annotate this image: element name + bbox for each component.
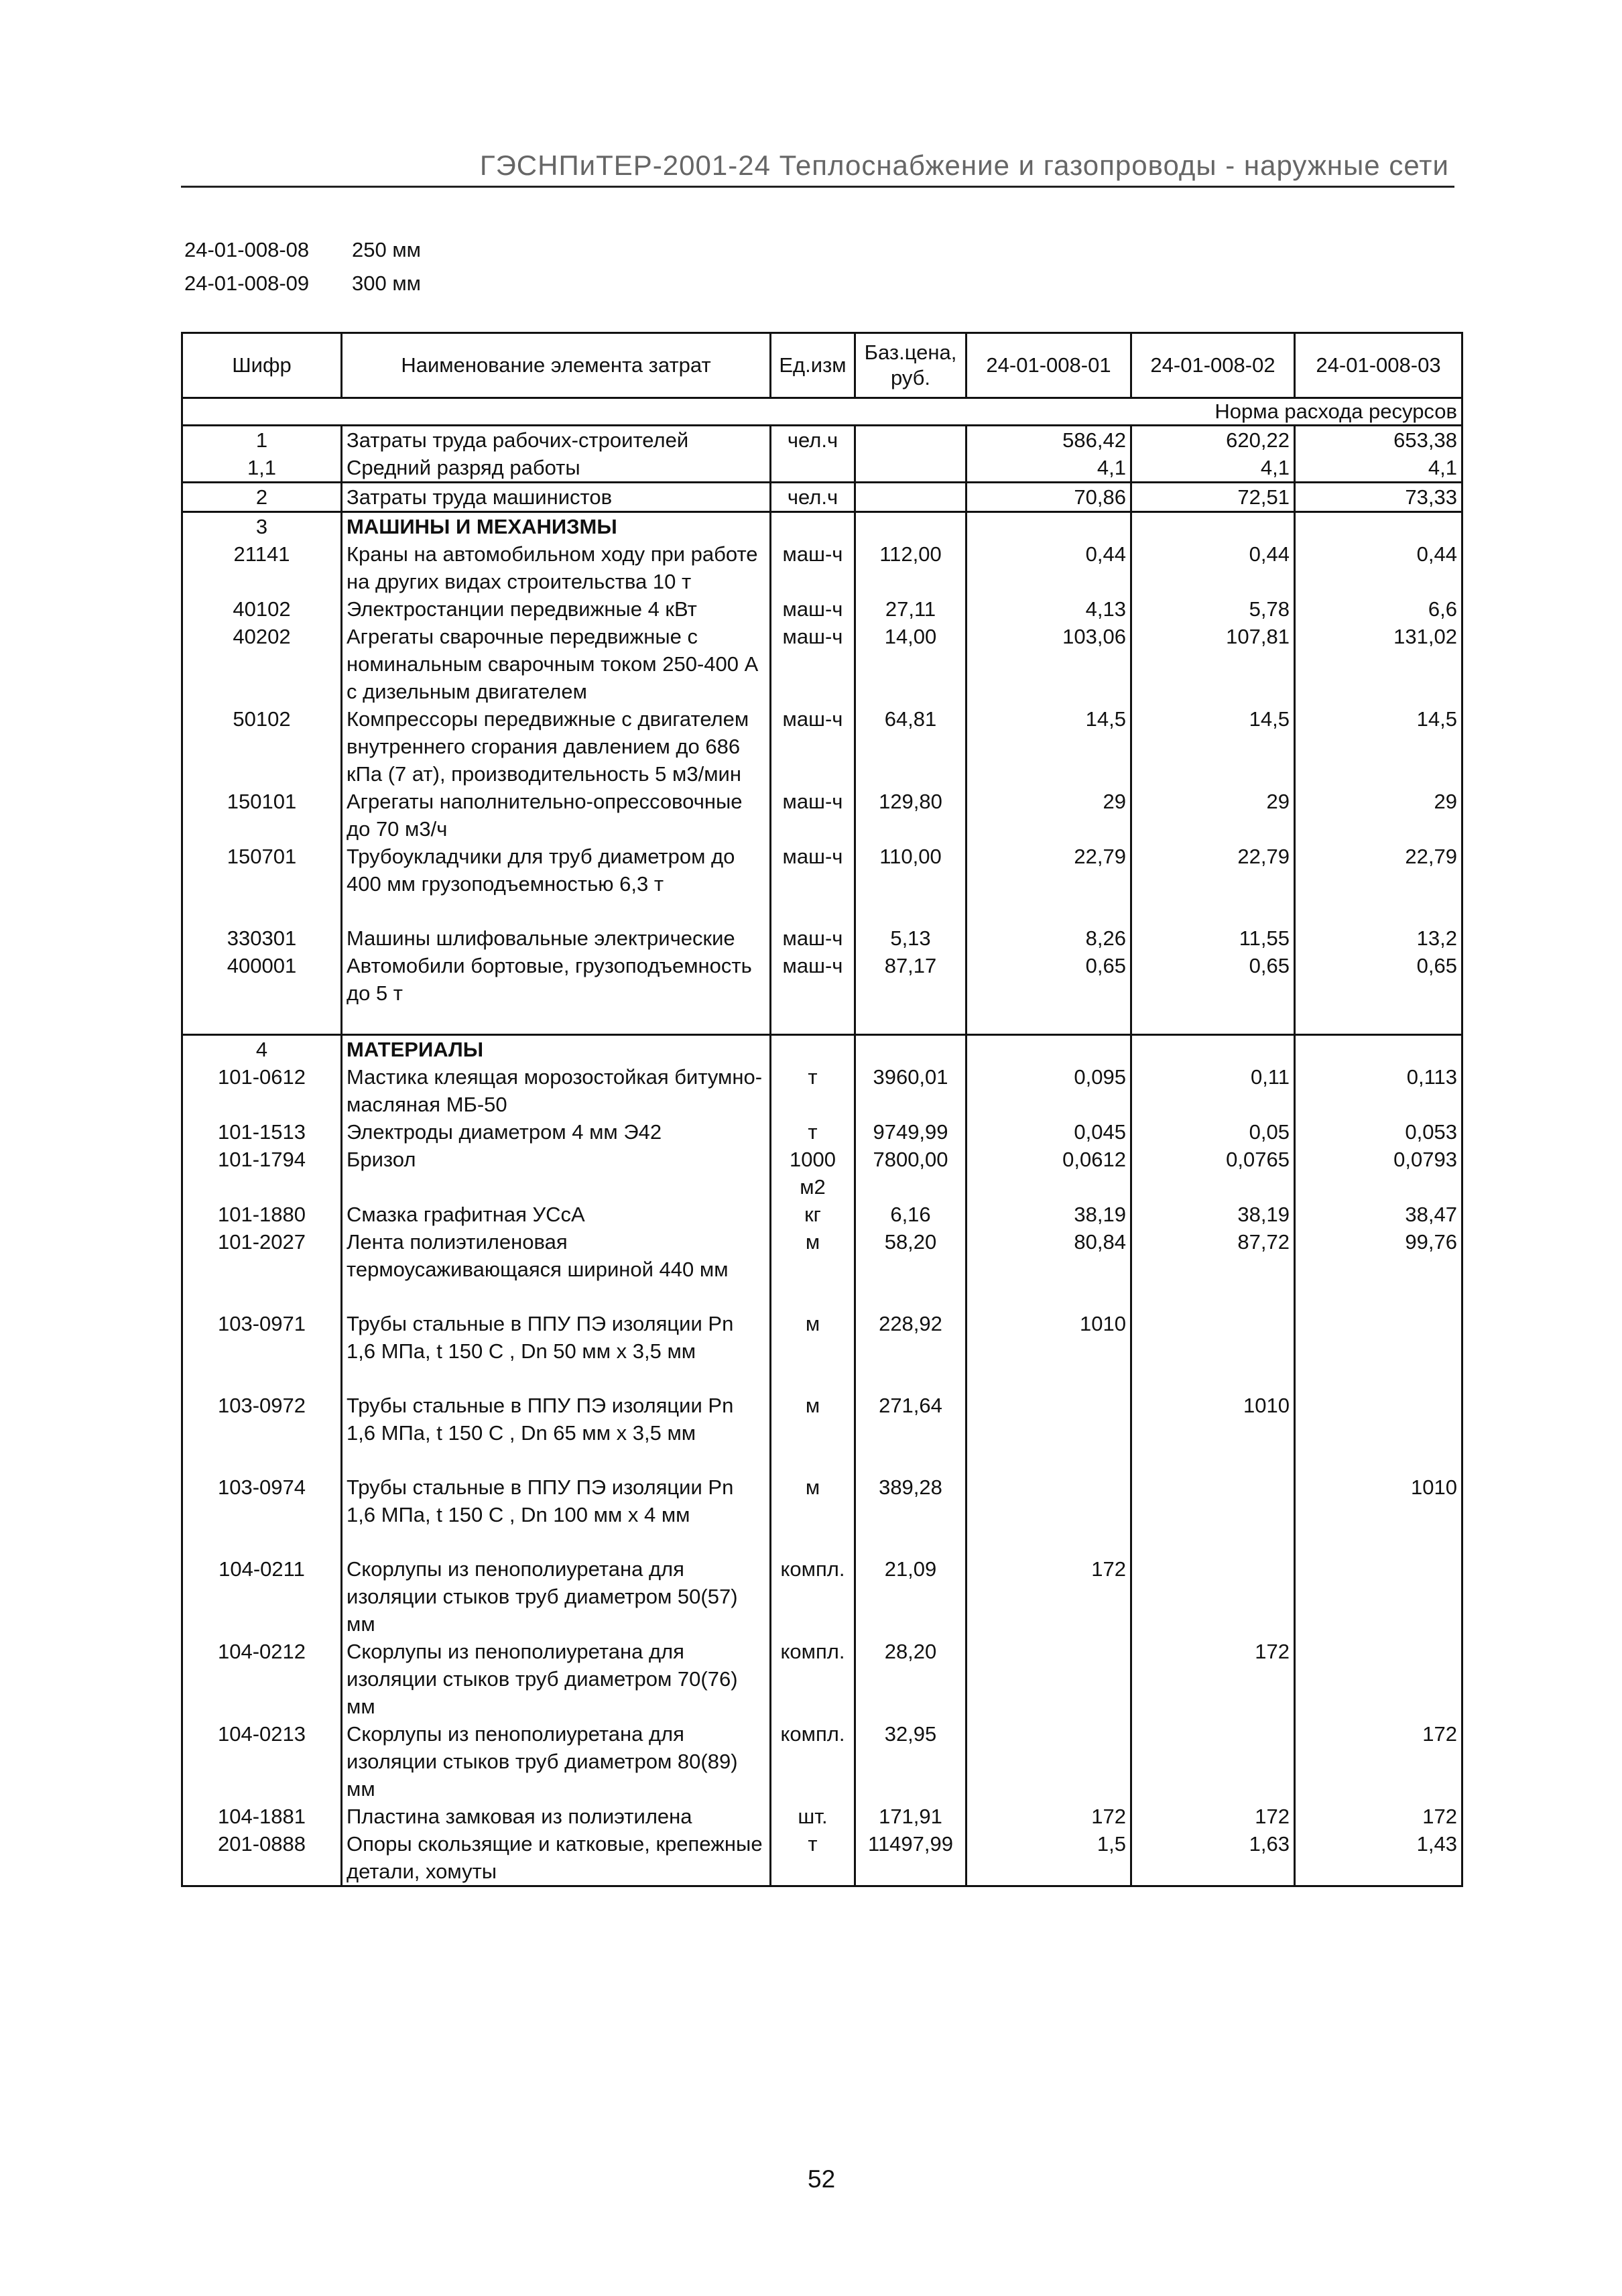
row-value-v3: 73,33 [1295, 483, 1462, 512]
row-value-v2: 0,0765 [1131, 1146, 1295, 1201]
row-code: 1 [182, 426, 342, 455]
row-code: 21141 [182, 540, 342, 595]
row-value-v1: 172 [966, 1555, 1131, 1638]
row-value-v1: 22,79 [966, 843, 1131, 924]
row-unit: чел.ч [771, 426, 855, 455]
table-row [182, 1201, 1462, 1228]
row-code: 104-0212 [182, 1638, 342, 1720]
row-value-v1 [966, 512, 1131, 541]
row-value-v3: 0,113 [1295, 1063, 1462, 1118]
row-value-v3: 131,02 [1295, 623, 1462, 705]
row-name: Скорлупы из пенополиуретана для изоляции стыков труб диаметром 50(57) мм [342, 1555, 771, 1638]
column-header-price: Баз.цена, руб. [855, 333, 966, 398]
table-row [182, 426, 1462, 455]
row-name: Агрегаты сварочные передвижные с номинальным сварочным током 250-400 А с дизельным двигателем [342, 623, 771, 705]
row-price [855, 1035, 966, 1064]
row-value-v1 [966, 1392, 1131, 1473]
row-value-v2: 1010 [1131, 1392, 1295, 1473]
row-unit [771, 512, 855, 541]
row-unit: 1000 м2 [771, 1146, 855, 1201]
table-row [182, 1555, 1462, 1638]
row-code: 400001 [182, 952, 342, 1035]
row-price: 3960,01 [855, 1063, 966, 1118]
row-price: 9749,99 [855, 1118, 966, 1146]
variant-size: 250 мм [352, 238, 421, 261]
row-price: 27,11 [855, 595, 966, 623]
row-code: 104-0213 [182, 1720, 342, 1803]
row-value-v2: 107,81 [1131, 623, 1295, 705]
row-unit: т [771, 1830, 855, 1886]
row-code: 201-0888 [182, 1830, 342, 1886]
row-value-v2: 87,72 [1131, 1228, 1295, 1310]
row-unit: т [771, 1118, 855, 1146]
row-unit: компл. [771, 1638, 855, 1720]
row-name: Мастика клеящая морозостойкая битумно-масляная МБ-50 [342, 1063, 771, 1118]
row-value-v1: 0,65 [966, 952, 1131, 1035]
page-header [181, 144, 1454, 188]
row-value-v2 [1131, 1473, 1295, 1555]
variant-code: 24-01-008-09 [184, 271, 310, 295]
row-value-v3 [1295, 512, 1462, 541]
row-price: 6,16 [855, 1201, 966, 1228]
row-unit: шт. [771, 1803, 855, 1830]
row-unit: маш-ч [771, 705, 855, 788]
row-price [855, 454, 966, 483]
row-name: Скорлупы из пенополиуретана для изоляции стыков труб диаметром 70(76) мм [342, 1638, 771, 1720]
row-price [855, 512, 966, 541]
table-row [182, 540, 1462, 595]
row-code: 3 [182, 512, 342, 541]
row-value-v3: 22,79 [1295, 843, 1462, 924]
row-value-v1: 8,26 [966, 924, 1131, 952]
row-code: 101-1794 [182, 1146, 342, 1201]
row-unit: маш-ч [771, 843, 855, 924]
row-name: МАТЕРИАЛЫ [342, 1035, 771, 1064]
row-value-v3: 172 [1295, 1803, 1462, 1830]
row-unit: кг [771, 1201, 855, 1228]
row-code: 104-1881 [182, 1803, 342, 1830]
row-value-v2: 38,19 [1131, 1201, 1295, 1228]
row-unit: м [771, 1310, 855, 1392]
row-value-v3: 172 [1295, 1720, 1462, 1803]
row-name: Опоры скользящие и катковые, крепежные детали, хомуты [342, 1830, 771, 1886]
row-price [855, 483, 966, 512]
row-value-v2: 11,55 [1131, 924, 1295, 952]
row-name: Компрессоры передвижные с двигателем внутреннего сгорания давлением до 686 кПа (7 ат), производительность 5 м3/мин [342, 705, 771, 788]
table-row [182, 1720, 1462, 1803]
variant-list [184, 238, 421, 305]
table-row [182, 1035, 1462, 1064]
row-value-v2: 29 [1131, 788, 1295, 843]
row-unit [771, 454, 855, 483]
row-value-v1: 14,5 [966, 705, 1131, 788]
row-price: 11497,99 [855, 1830, 966, 1886]
variant-row [184, 271, 421, 305]
row-value-v1: 1010 [966, 1310, 1131, 1392]
row-name: Затраты труда рабочих-строителей [342, 426, 771, 455]
row-code: 101-1513 [182, 1118, 342, 1146]
row-code: 104-0211 [182, 1555, 342, 1638]
row-price: 228,92 [855, 1310, 966, 1392]
row-value-v1 [966, 1720, 1131, 1803]
row-name: Автомобили бортовые, грузоподъемность до 5 т [342, 952, 771, 1035]
row-value-v2: 0,65 [1131, 952, 1295, 1035]
row-price: 14,00 [855, 623, 966, 705]
row-unit: компл. [771, 1720, 855, 1803]
row-value-v3: 4,1 [1295, 454, 1462, 483]
variant-code: 24-01-008-08 [184, 238, 310, 261]
row-value-v1: 4,13 [966, 595, 1131, 623]
row-name: МАШИНЫ И МЕХАНИЗМЫ [342, 512, 771, 541]
row-code: 150101 [182, 788, 342, 843]
row-name: Агрегаты наполнительно-опрессовочные до 70 м3/ч [342, 788, 771, 843]
row-value-v3 [1295, 1555, 1462, 1638]
row-name: Трубы стальные в ППУ ПЭ изоляции Pn 1,6 МПа, t 150 С , Dn 65 мм х 3,5 мм [342, 1392, 771, 1473]
row-value-v3 [1295, 1392, 1462, 1473]
row-value-v3: 1010 [1295, 1473, 1462, 1555]
row-code: 330301 [182, 924, 342, 952]
row-price: 87,17 [855, 952, 966, 1035]
variant-row [184, 238, 421, 271]
row-value-v2 [1131, 1310, 1295, 1392]
column-header-v2: 24-01-008-02 [1131, 333, 1295, 398]
row-unit: т [771, 1063, 855, 1118]
column-header-name: Наименование элемента затрат [342, 333, 771, 398]
row-value-v3: 0,65 [1295, 952, 1462, 1035]
row-value-v2: 4,1 [1131, 454, 1295, 483]
table-row [182, 1638, 1462, 1720]
row-value-v1: 4,1 [966, 454, 1131, 483]
row-name: Затраты труда машинистов [342, 483, 771, 512]
row-code: 4 [182, 1035, 342, 1064]
row-name: Краны на автомобильном ходу при работе на других видах строительства 10 т [342, 540, 771, 595]
row-price [855, 426, 966, 455]
row-code: 40102 [182, 595, 342, 623]
row-code: 103-0971 [182, 1310, 342, 1392]
row-unit: м [771, 1392, 855, 1473]
row-name: Скорлупы из пенополиуретана для изоляции стыков труб диаметром 80(89) мм [342, 1720, 771, 1803]
row-value-v2: 1,63 [1131, 1830, 1295, 1886]
row-value-v2: 0,44 [1131, 540, 1295, 595]
table-row [182, 952, 1462, 1035]
row-price: 64,81 [855, 705, 966, 788]
table-row [182, 1310, 1462, 1392]
column-header-v1: 24-01-008-01 [966, 333, 1131, 398]
row-name: Машины шлифовальные электрические [342, 924, 771, 952]
table-row [182, 512, 1462, 541]
row-value-v3: 99,76 [1295, 1228, 1462, 1310]
row-value-v3 [1295, 1638, 1462, 1720]
row-price: 28,20 [855, 1638, 966, 1720]
row-value-v1 [966, 1638, 1131, 1720]
row-name: Пластина замковая из полиэтилена [342, 1803, 771, 1830]
row-unit: маш-ч [771, 924, 855, 952]
row-unit: чел.ч [771, 483, 855, 512]
row-name: Бризол [342, 1146, 771, 1201]
row-value-v1: 70,86 [966, 483, 1131, 512]
row-value-v3 [1295, 1035, 1462, 1064]
row-value-v3: 14,5 [1295, 705, 1462, 788]
table-row [182, 1830, 1462, 1886]
row-code: 1,1 [182, 454, 342, 483]
row-value-v3: 653,38 [1295, 426, 1462, 455]
variant-size: 300 мм [352, 271, 421, 295]
row-price: 5,13 [855, 924, 966, 952]
table-row [182, 1063, 1462, 1118]
row-value-v2: 5,78 [1131, 595, 1295, 623]
row-unit: компл. [771, 1555, 855, 1638]
row-value-v3: 6,6 [1295, 595, 1462, 623]
row-value-v2 [1131, 1720, 1295, 1803]
row-code: 101-0612 [182, 1063, 342, 1118]
row-value-v3 [1295, 1310, 1462, 1392]
row-value-v2: 22,79 [1131, 843, 1295, 924]
row-value-v3: 0,44 [1295, 540, 1462, 595]
row-code: 150701 [182, 843, 342, 924]
row-price: 171,91 [855, 1803, 966, 1830]
row-code: 50102 [182, 705, 342, 788]
row-value-v2: 620,22 [1131, 426, 1295, 455]
column-header-v3: 24-01-008-03 [1295, 333, 1462, 398]
table-row [182, 924, 1462, 952]
row-value-v3: 38,47 [1295, 1201, 1462, 1228]
row-value-v1: 0,045 [966, 1118, 1131, 1146]
row-price: 7800,00 [855, 1146, 966, 1201]
row-value-v3: 0,0793 [1295, 1146, 1462, 1201]
row-unit: маш-ч [771, 623, 855, 705]
table-row [182, 454, 1462, 483]
table-row [182, 843, 1462, 924]
row-code: 101-2027 [182, 1228, 342, 1310]
row-price: 271,64 [855, 1392, 966, 1473]
resource-table [181, 332, 1463, 1887]
row-price: 389,28 [855, 1473, 966, 1555]
row-value-v1: 103,06 [966, 623, 1131, 705]
row-price: 32,95 [855, 1720, 966, 1803]
row-value-v1: 0,0612 [966, 1146, 1131, 1201]
row-value-v1: 0,095 [966, 1063, 1131, 1118]
row-value-v3: 13,2 [1295, 924, 1462, 952]
table-header-row [182, 333, 1462, 398]
row-value-v1: 172 [966, 1803, 1131, 1830]
table-row [182, 1392, 1462, 1473]
row-code: 103-0974 [182, 1473, 342, 1555]
row-code: 103-0972 [182, 1392, 342, 1473]
row-value-v1: 586,42 [966, 426, 1131, 455]
table-body [182, 426, 1462, 1886]
row-name: Средний разряд работы [342, 454, 771, 483]
row-name: Трубоукладчики для труб диаметром до 400 мм грузоподъемностью 6,3 т [342, 843, 771, 924]
row-value-v2: 72,51 [1131, 483, 1295, 512]
row-name: Лента полиэтиленовая термоусаживающаяся шириной 440 мм [342, 1228, 771, 1310]
table-row [182, 595, 1462, 623]
row-unit: маш-ч [771, 788, 855, 843]
resource-table-wrapper [181, 332, 1461, 1887]
row-value-v1: 0,44 [966, 540, 1131, 595]
row-unit: м [771, 1228, 855, 1310]
table-row [182, 705, 1462, 788]
row-name: Трубы стальные в ППУ ПЭ изоляции Pn 1,6 МПа, t 150 С , Dn 100 мм х 4 мм [342, 1473, 771, 1555]
row-unit: маш-ч [771, 540, 855, 595]
table-row [182, 1803, 1462, 1830]
page-number: 52 [808, 2165, 836, 2193]
row-value-v1: 38,19 [966, 1201, 1131, 1228]
table-row [182, 1228, 1462, 1310]
row-name: Смазка графитная УСсА [342, 1201, 771, 1228]
row-value-v2 [1131, 1555, 1295, 1638]
table-row [182, 1118, 1462, 1146]
row-value-v1 [966, 1035, 1131, 1064]
page-header-title: ГЭСНПиТЕР-2001-24 Теплоснабжение и газопроводы - наружные сети [479, 149, 1449, 181]
row-value-v1: 29 [966, 788, 1131, 843]
row-unit: маш-ч [771, 595, 855, 623]
row-unit [771, 1035, 855, 1064]
norma-label: Норма расхода ресурсов [182, 398, 1462, 426]
table-row [182, 788, 1462, 843]
column-header-unit: Ед.изм [771, 333, 855, 398]
row-name: Трубы стальные в ППУ ПЭ изоляции Pn 1,6 МПа, t 150 С , Dn 50 мм х 3,5 мм [342, 1310, 771, 1392]
norma-row [182, 398, 1462, 426]
table-row [182, 483, 1462, 512]
row-value-v2 [1131, 512, 1295, 541]
row-value-v3: 0,053 [1295, 1118, 1462, 1146]
row-code: 2 [182, 483, 342, 512]
row-name: Электростанции передвижные 4 кВт [342, 595, 771, 623]
row-value-v1: 80,84 [966, 1228, 1131, 1310]
row-value-v3: 1,43 [1295, 1830, 1462, 1886]
row-name: Электроды диаметром 4 мм Э42 [342, 1118, 771, 1146]
row-price: 21,09 [855, 1555, 966, 1638]
row-price: 58,20 [855, 1228, 966, 1310]
table-row [182, 623, 1462, 705]
row-value-v2: 0,11 [1131, 1063, 1295, 1118]
row-code: 101-1880 [182, 1201, 342, 1228]
row-value-v2: 172 [1131, 1638, 1295, 1720]
row-unit: маш-ч [771, 952, 855, 1035]
row-value-v2: 14,5 [1131, 705, 1295, 788]
row-value-v1: 1,5 [966, 1830, 1131, 1886]
row-value-v2: 0,05 [1131, 1118, 1295, 1146]
table-row [182, 1473, 1462, 1555]
row-value-v2 [1131, 1035, 1295, 1064]
column-header-code: Шифр [182, 333, 342, 398]
row-code: 40202 [182, 623, 342, 705]
row-value-v2: 172 [1131, 1803, 1295, 1830]
row-value-v1 [966, 1473, 1131, 1555]
row-value-v3: 29 [1295, 788, 1462, 843]
row-price: 129,80 [855, 788, 966, 843]
row-price: 110,00 [855, 843, 966, 924]
row-unit: м [771, 1473, 855, 1555]
table-row [182, 1146, 1462, 1201]
row-price: 112,00 [855, 540, 966, 595]
